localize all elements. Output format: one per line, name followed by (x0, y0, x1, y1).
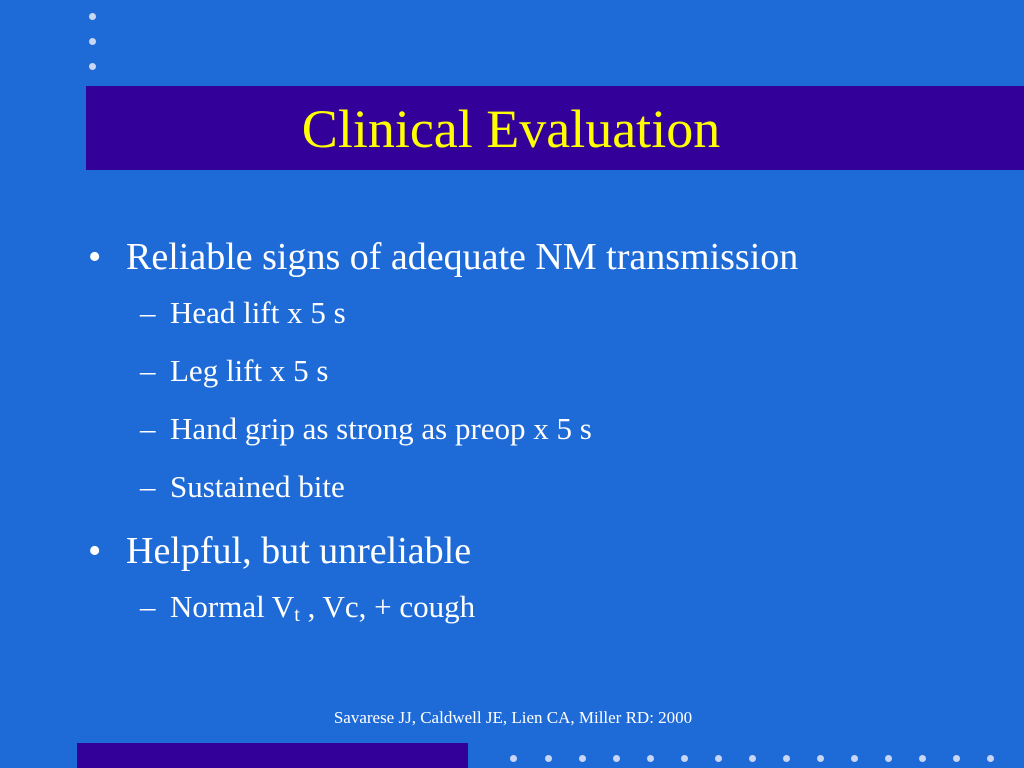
slide-title: Clinical Evaluation (301, 99, 721, 159)
sub-bullet-item (88, 400, 988, 458)
decorative-dot (647, 755, 654, 762)
sub-bullet-item (88, 284, 988, 342)
decorative-dot (681, 755, 688, 762)
dash-icon: – (140, 295, 156, 330)
citation (0, 708, 1024, 728)
dash-icon: – (140, 411, 156, 446)
sub-bullet-text-suffix: , Vc, + cough (299, 589, 476, 624)
decorative-dot (851, 755, 858, 762)
decorative-dot (579, 755, 586, 762)
decorative-dot (953, 755, 960, 762)
bullet-list (88, 230, 988, 636)
bullet-text: Helpful, but unreliable (126, 530, 472, 572)
dash-icon: – (140, 589, 156, 624)
dash-icon: – (140, 353, 156, 388)
bullet-icon: • (88, 236, 102, 278)
bullet-icon: • (88, 530, 102, 572)
decorative-dot (89, 13, 96, 20)
decorative-dot (919, 755, 926, 762)
decorative-dot (987, 755, 994, 762)
footer-band (77, 743, 468, 768)
sub-bullet-text: Head lift x 5 s (170, 295, 346, 330)
decorative-dot (817, 755, 824, 762)
sub-bullet-item (88, 342, 988, 400)
sub-bullet-text-prefix: Normal V (170, 589, 295, 624)
decorative-dot (89, 63, 96, 70)
decorative-dot (545, 755, 552, 762)
decorative-dot (749, 755, 756, 762)
decorative-dot (715, 755, 722, 762)
bullet-item (88, 230, 988, 284)
sub-bullet-text: Leg lift x 5 s (170, 353, 329, 388)
subscript-t: t (294, 604, 300, 626)
decorative-dot (783, 755, 790, 762)
decorative-dot (510, 755, 517, 762)
citation-text: Savarese JJ, Caldwell JE, Lien CA, Miller RD: 2000 (333, 708, 693, 727)
sub-bullet-text: Sustained bite (170, 469, 345, 504)
sub-bullet-item (88, 458, 988, 516)
decorative-dot (89, 38, 96, 45)
bullet-item (88, 524, 988, 578)
decorative-dot (613, 755, 620, 762)
bullet-text: Reliable signs of adequate NM transmission (126, 236, 799, 278)
sub-bullet-item (88, 578, 988, 636)
decorative-dot (885, 755, 892, 762)
dash-icon: – (140, 469, 156, 504)
sub-bullet-text: Hand grip as strong as preop x 5 s (170, 411, 592, 446)
